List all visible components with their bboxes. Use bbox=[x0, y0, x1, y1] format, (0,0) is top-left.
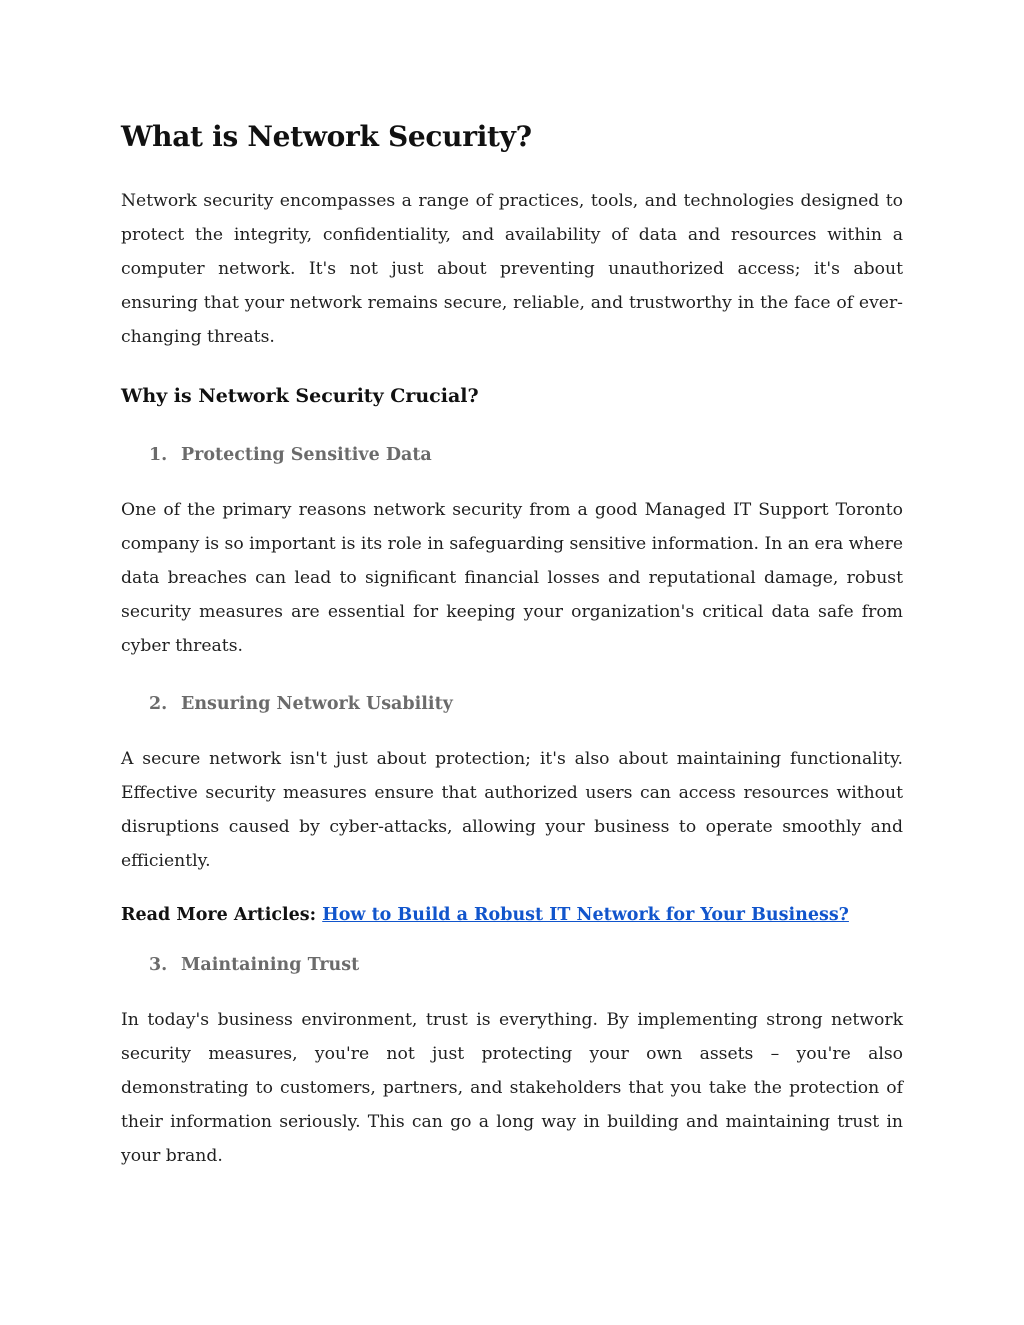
list-item-heading bbox=[149, 440, 432, 470]
list-item-number: 2. bbox=[149, 694, 168, 714]
read-more-link[interactable]: How to Build a Robust IT Network for Your Business? bbox=[322, 905, 849, 925]
intro-paragraph: Network security encompasses a range of practices, tools, and technologies designed to protect the integrity, confidentiality, and availability of data and resources within a computer network. It's not just about preventing unauthorized access; it's about ensuring that your network remains secure, reliable, and trustworthy in the face of ever-changing threats. bbox=[121, 191, 903, 347]
list-item-number: 1. bbox=[149, 445, 168, 465]
list-item-title: Ensuring Network Usability bbox=[181, 694, 453, 714]
item-paragraph: One of the primary reasons network security from a good Managed IT Support Toronto company is so important is its role in safeguarding sensitive information. In an era where data breaches can lead to significant financial losses and reputational damage, robust security measures are essential for keeping your organization's critical data safe from cyber threats. bbox=[121, 500, 903, 656]
item-paragraph: A secure network isn't just about protection; it's also about maintaining functionality. Effective security measures ensure that authorized users can access resources without disruptions caused by cyber-attacks, allowing your business to operate smoothly and efficiently. bbox=[121, 749, 903, 871]
list-item-title: Maintaining Trust bbox=[181, 955, 360, 975]
list-item-heading bbox=[149, 950, 359, 980]
read-more-label: Read More Articles: bbox=[121, 905, 317, 925]
list-item-heading bbox=[149, 689, 453, 719]
read-more-line bbox=[121, 899, 849, 931]
section-heading: Why is Network Security Crucial? bbox=[121, 385, 479, 407]
list-item-number: 3. bbox=[149, 955, 168, 975]
item-paragraph: In today's business environment, trust is everything. By implementing strong network security measures, you're not just protecting your own assets – you're also demonstrating to customers, partners, and stakeholders that you take the protection of their information seriously. This can go a long way in building and maintaining trust in your brand. bbox=[121, 1010, 903, 1166]
list-item-title: Protecting Sensitive Data bbox=[181, 445, 432, 465]
page-title: What is Network Security? bbox=[121, 120, 532, 153]
